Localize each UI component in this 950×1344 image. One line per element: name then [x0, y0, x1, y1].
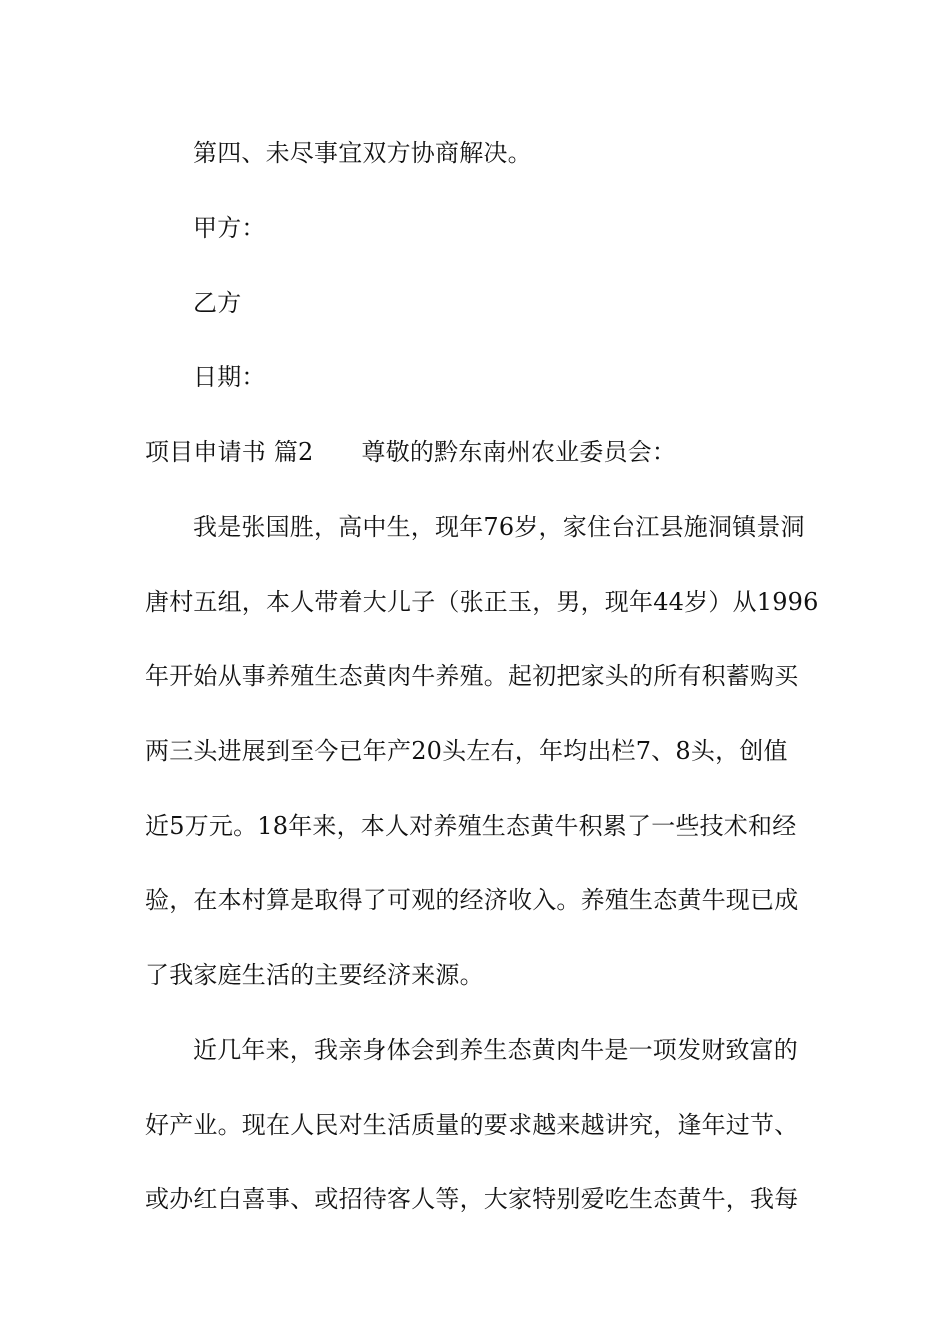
paragraph-line: 近5万元。18年来，本人对养殖生态黄牛积累了一些技术和经	[145, 812, 797, 840]
party-b-label: 乙方	[193, 289, 242, 317]
paragraph-line: 两三头进展到至今已年产20头左右，年均出栏7、8头，创值	[145, 737, 788, 765]
date-label: 日期：	[193, 363, 266, 391]
paragraph-line: 年开始从事养殖生态黄肉牛养殖。起初把家头的所有积蓄购买	[145, 662, 799, 690]
paragraph-line: 了我家庭生活的主要经济来源。	[145, 961, 484, 989]
paragraph-line: 验，在本村算是取得了可观的经济收入。养殖生态黄牛现已成	[145, 886, 799, 914]
section-title: 项目申请书 篇2	[145, 438, 314, 466]
paragraph-line: 好产业。现在人民对生活质量的要求越来越讲究，逢年过节、	[145, 1111, 799, 1139]
paragraph-line: 或办红白喜事、或招待客人等，大家特别爱吃生态黄牛，我每	[145, 1185, 799, 1213]
paragraph-line: 唐村五组，本人带着大儿子（张正玉，男，现年44岁）从1996	[145, 588, 819, 616]
salutation: 尊敬的黔东南州农业委员会：	[361, 438, 677, 466]
party-a-label: 甲方：	[193, 214, 266, 242]
paragraph-line: 近几年来，我亲身体会到养生态黄肉牛是一项发财致富的	[193, 1036, 798, 1064]
paragraph-line: 第四、未尽事宜双方协商解决。	[193, 139, 532, 167]
section-heading	[145, 436, 815, 468]
paragraph-line: 我是张国胜，高中生，现年76岁，家住台江县施洞镇景洞	[193, 513, 805, 541]
